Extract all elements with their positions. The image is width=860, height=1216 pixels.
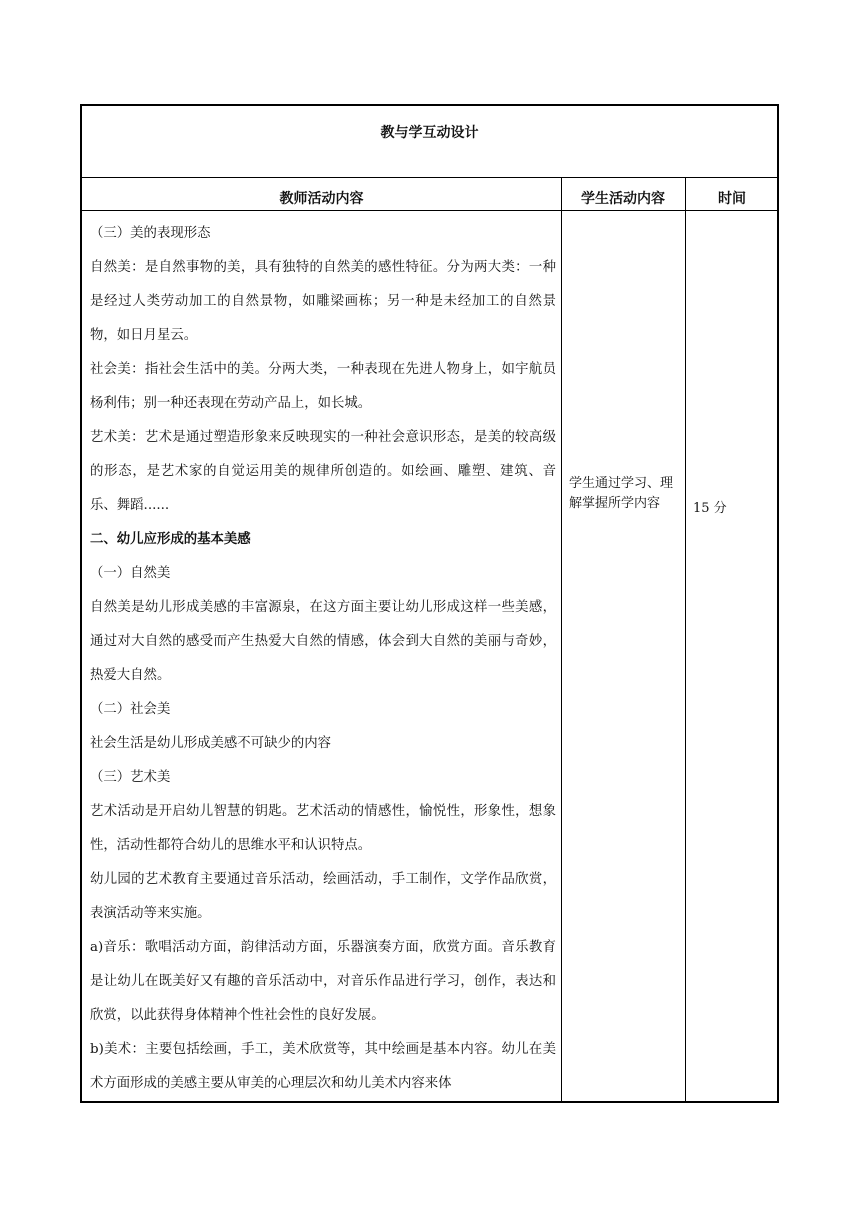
header-teacher-activity: 教师活动内容 bbox=[279, 191, 364, 207]
content-paragraph: （二）社会美 bbox=[90, 702, 171, 717]
content-paragraph: （三）美的表现形态 bbox=[90, 226, 211, 241]
teacher-activity-cell bbox=[90, 217, 556, 1101]
time-cell: 15 分 bbox=[693, 501, 727, 516]
content-paragraph: （三）艺术美 bbox=[90, 770, 171, 785]
table-title: 教与学互动设计 bbox=[380, 125, 479, 141]
content-paragraph: 社会美：指社会生活中的美。分两大类，一种表现在先进人物身上，如宇航员杨利伟；别一种还表现在劳动产品上，如长城。 bbox=[90, 362, 556, 411]
content-paragraph: a)音乐：歌唱活动方面，韵律活动方面，乐器演奏方面，欣赏方面。音乐教育是让幼儿在既美好又有趣的音乐活动中，对音乐作品进行学习，创作，表达和欣赏，以此获得身体精神个性社会性的良好发展。 bbox=[90, 940, 556, 1023]
content-paragraph: （一）自然美 bbox=[90, 566, 171, 581]
content-paragraph: b)美术：主要包括绘画，手工，美术欣赏等，其中绘画是基本内容。幼儿在美术方面形成的美感主要从审美的心理层次和幼儿美术内容来体 bbox=[90, 1042, 556, 1091]
header-student-activity: 学生活动内容 bbox=[581, 191, 665, 207]
content-paragraph: 社会生活是幼儿形成美感不可缺少的内容 bbox=[90, 736, 332, 751]
content-paragraph: 艺术活动是开启幼儿智慧的钥匙。艺术活动的情感性，愉悦性，形象性，想象性，活动性都符合幼儿的思维水平和认识特点。 bbox=[90, 804, 556, 853]
section-heading: 二、幼儿应形成的基本美感 bbox=[90, 532, 251, 547]
content-paragraph: 幼儿园的艺术教育主要通过音乐活动，绘画活动，手工制作，文学作品欣赏，表演活动等来实施。 bbox=[90, 872, 556, 921]
student-activity-cell: 学生通过学习、理解掌握所学内容 bbox=[569, 476, 674, 511]
content-paragraph: 自然美：是自然事物的美，具有独特的自然美的感性特征。分为两大类：一种是经过人类劳动加工的自然景物，如雕梁画栋；另一种是未经加工的自然景物，如日月星云。 bbox=[90, 260, 556, 343]
column-divider bbox=[685, 178, 686, 1101]
header-time: 时间 bbox=[718, 191, 746, 207]
column-divider bbox=[561, 178, 562, 1101]
table-header-row bbox=[82, 178, 777, 211]
content-paragraph: 艺术美：艺术是通过塑造形象来反映现实的一种社会意识形态，是美的较高级的形态，是艺术家的自觉运用美的规律所创造的。如绘画、雕塑、建筑、音乐、舞蹈...... bbox=[90, 430, 556, 513]
content-paragraph: 自然美是幼儿形成美感的丰富源泉，在这方面主要让幼儿形成这样一些美感，通过对大自然的感受而产生热爱大自然的情感，体会到大自然的美丽与奇妙，热爱大自然。 bbox=[90, 600, 556, 683]
lesson-table bbox=[80, 104, 779, 1103]
table-title-row bbox=[82, 106, 777, 178]
